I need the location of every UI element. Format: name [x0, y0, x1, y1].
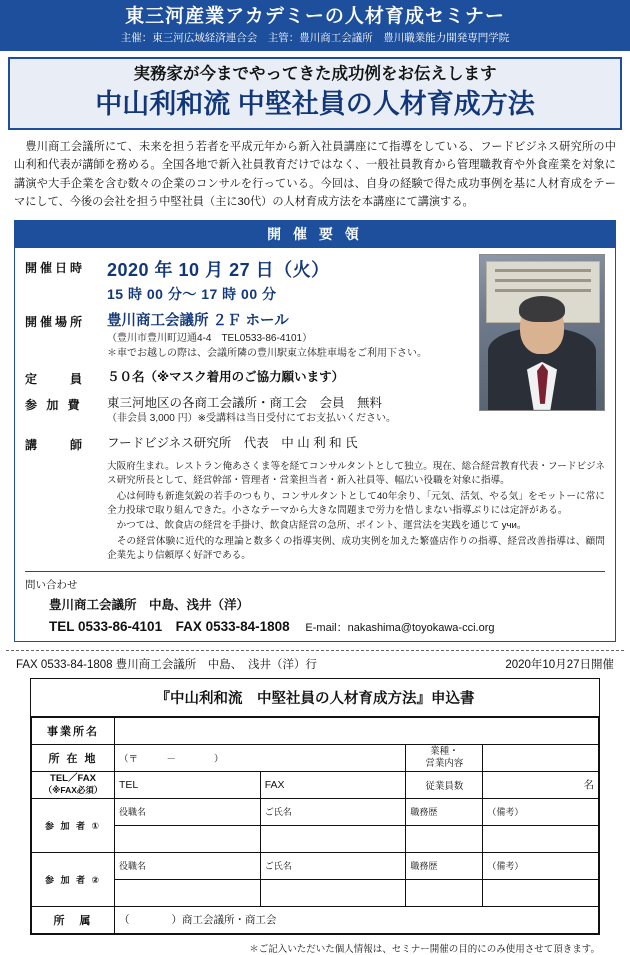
row-lecturer-label: 講 師 — [25, 437, 86, 452]
input-company[interactable] — [115, 717, 599, 744]
profile-line-3: かつては、飲食店の経営を手掛け、飲食店経営の急所、ポイント、運営法を実践を通じて учи。 — [107, 520, 527, 532]
capacity-value: ５０名（※マスク着用のご協力願います） — [107, 370, 345, 385]
event-date: 2020 年 10 月 27 日（火） — [107, 259, 330, 280]
fee-value: 東三河地区の各商工会議所・商工会 会員 無料 — [107, 396, 383, 411]
header-subtitle: 主催：東三河広域経済連合会 主管：豊川商工会議所 豊川職業能力開発専門学院 — [120, 31, 510, 44]
input-position-2[interactable] — [115, 879, 261, 906]
row-venue-label: 開催場所 — [25, 315, 86, 330]
application-form-title: 『中山利和流 中堅社員の人材育成方法』申込書 — [31, 679, 599, 717]
contact-tel — [49, 615, 605, 635]
input-employees[interactable]: 名 — [483, 771, 599, 798]
header-title: 東三河産業アカデミーの人材育成セミナー — [125, 6, 505, 27]
title-main: 中山利和流 中堅社員の人材育成方法 — [95, 89, 535, 120]
venue-address: （豊川市豊川町辺通4-4 TEL0533-86-4101） — [107, 333, 313, 345]
table-row-company — [32, 717, 599, 744]
application-form — [30, 678, 600, 935]
table-row-telfax — [32, 771, 599, 798]
row-datetime-label: 開催日時 — [25, 260, 86, 275]
table-row-address — [32, 744, 599, 771]
label-participant1: 参 加 者 ① — [32, 798, 115, 852]
col-remarks-1: （備考） — [483, 798, 599, 825]
label-participant2: 参 加 者 ② — [32, 852, 115, 906]
intro-paragraph: 豊川商工会議所にて、未来を担う若者を平成元年から新入社員講座にて指導をしている、フードビジネス研究所の中山利和代表が講師を務める。全国各地で新入社員教育だけではなく、一般社員教育から管理職教育や外食産業を対象に講演や大手企業を含む数々の企業のコンサルを行っている。今回は、自身の経験で得た成功事例を基に人材育成をテーマにして、今後の会社を担う中堅社員（主に30代）の人材育成方法を本講座にて講演する。 — [14, 141, 616, 208]
fax-event-date: 2020年10月27日開催 — [505, 658, 614, 671]
application-table — [31, 717, 599, 934]
photo-hair — [519, 296, 565, 322]
form-footnote: ＊ご記入いただいた個人情報は、セミナー開催の目的にのみ使用させて頂きます。 — [249, 943, 600, 955]
input-duty-1[interactable] — [406, 825, 483, 852]
contact-block — [25, 577, 605, 635]
outline-section — [14, 220, 616, 642]
col-remarks-2: （備考） — [483, 852, 599, 879]
table-row-participant1-input — [32, 825, 599, 852]
table-row-participant2-input — [32, 879, 599, 906]
input-affiliation[interactable]: （ ）商工会議所・商工会 — [115, 906, 599, 933]
col-position-2: 役職名 — [115, 852, 261, 879]
input-position-1[interactable] — [115, 825, 261, 852]
lecturer-photo — [479, 254, 605, 411]
event-time: 15 時 00 分～ 17 時 00 分 — [107, 285, 277, 302]
table-row-participant2-head — [32, 852, 599, 879]
input-name-1[interactable] — [260, 825, 406, 852]
contact-tel-text: TEL 0533-86-4101 FAX 0533-84-1808 — [49, 618, 290, 634]
col-name-2: ご氏名 — [260, 852, 406, 879]
contact-org: 豊川商工会議所 中島、浅井（洋） — [49, 597, 250, 612]
cut-line — [6, 650, 624, 651]
row-capacity-label: 定 員 — [25, 372, 86, 387]
header-band — [0, 0, 630, 51]
venue-parking-note: ＊車でお越しの際は、会議所隣の豊川駅東立体駐車場をご利用下さい。 — [107, 347, 427, 359]
label-employees: 従業員数 — [406, 771, 483, 798]
row-fee-label: 参 加 費 — [25, 398, 83, 413]
col-duty-1: 職務歴 — [406, 798, 483, 825]
lecturer-value: フードビジネス研究所 代表 中 山 利 和 氏 — [107, 435, 358, 450]
table-row-affiliation — [32, 906, 599, 933]
contact-email: E-mail：nakashima@toyokawa-cci.org — [305, 621, 495, 634]
profile-line-4: その経営体験に近代的な理論と数多くの指導実例、成功実例を加えた繁盛店作りの指導、経営改善指導は、顧問企業先より信頼厚く好評である。 — [107, 535, 605, 562]
col-name-1: ご氏名 — [260, 798, 406, 825]
label-affiliation: 所 属 — [32, 906, 115, 933]
fee-note: （非会員 3,000 円）※受講料は当日受付にてお支払いください。 — [107, 413, 396, 425]
title-box — [8, 57, 622, 130]
contact-label: 問い合わせ — [25, 578, 78, 591]
row-lecturer — [25, 434, 605, 453]
col-position-1: 役職名 — [115, 798, 261, 825]
outline-bar-label: 開 催 要 領 — [15, 221, 615, 248]
venue-name: 豊川商工会議所 ２Ｆ ホール — [107, 313, 289, 330]
input-tel[interactable]: TEL — [115, 771, 261, 798]
profile-line-1: 大阪府生まれ。レストラン俺あさくま等を経てコンサルタントとして独立。現在、総合経営教育代表・フードビジネス研究所長として、経営幹部・管理者・営業担当者・新入社員等、幅広い役職を対象に指導。 — [107, 460, 605, 487]
profile-line-2: 心は何時も新進気鋭の若手のつもり、コンサルタントとして40年余り、「元気、活気、やる気」をモットーに常に全力投球で取り組んできた。小さなテーマから大きな問題まで労力を惜しまない指導ぶりには定評がある。 — [107, 490, 605, 517]
label-company: 事業所名 — [32, 717, 115, 744]
col-duty-2: 職務歴 — [406, 852, 483, 879]
input-industry[interactable] — [483, 744, 599, 771]
input-address[interactable]: （〒 － ） — [115, 744, 406, 771]
profile-divider — [25, 571, 605, 572]
input-remarks-2[interactable] — [483, 879, 599, 906]
input-name-2[interactable] — [260, 879, 406, 906]
input-duty-2[interactable] — [406, 879, 483, 906]
fax-header-line — [16, 656, 614, 672]
table-row-participant1-head — [32, 798, 599, 825]
lecturer-profile — [107, 460, 605, 564]
input-remarks-1[interactable] — [483, 825, 599, 852]
fax-destination: FAX 0533-84-1808 豊川商工会議所 中島、 浅井（洋）行 — [16, 658, 317, 671]
outline-rows — [15, 248, 615, 453]
label-address: 所 在 地 — [32, 744, 115, 771]
title-lead: 実務家が今までやってきた成功例をお伝えします — [133, 65, 497, 84]
label-industry: 業種・ 営業内容 — [406, 744, 483, 771]
input-fax[interactable]: FAX — [260, 771, 406, 798]
label-telfax: TEL／FAX （※FAX必須） — [32, 771, 115, 798]
